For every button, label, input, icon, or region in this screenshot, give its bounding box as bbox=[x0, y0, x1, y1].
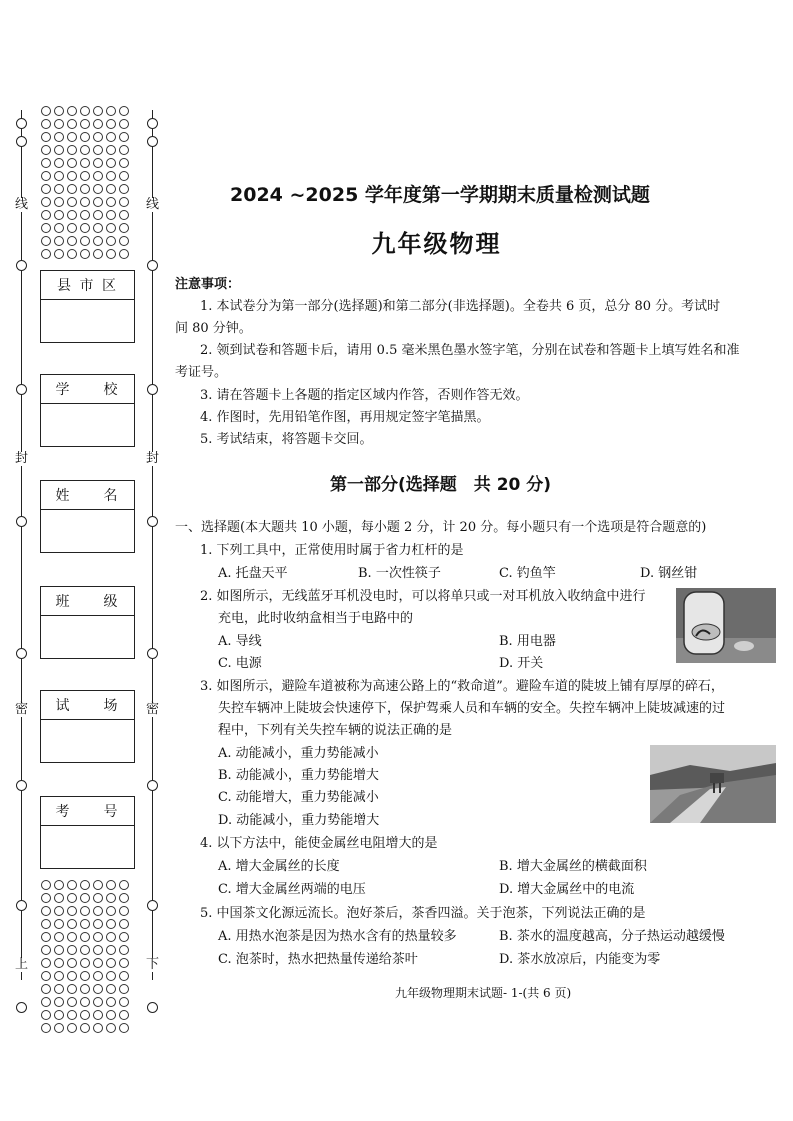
perforation-dot bbox=[93, 906, 103, 916]
ring-icon bbox=[147, 780, 158, 791]
perforation-dot bbox=[80, 158, 90, 168]
perforation-dot bbox=[41, 932, 51, 942]
perforation-dot bbox=[106, 958, 116, 968]
perforation-dot bbox=[106, 997, 116, 1007]
perforation-dot bbox=[41, 106, 51, 116]
perforation-dot bbox=[80, 906, 90, 916]
perforation-dot bbox=[41, 145, 51, 155]
notice-line: 间 80 分钟。 bbox=[175, 321, 252, 336]
perforation-dot bbox=[106, 119, 116, 129]
perforation-dot bbox=[67, 1023, 77, 1033]
perforation-dot bbox=[119, 945, 129, 955]
perforation-dot bbox=[119, 210, 129, 220]
perforation-dot bbox=[67, 171, 77, 181]
q3-option-c[interactable]: C. 动能增大，重力势能减小 bbox=[218, 790, 379, 805]
perforation-dot bbox=[119, 893, 129, 903]
perforation-dot bbox=[106, 932, 116, 942]
perforation-dot bbox=[93, 210, 103, 220]
perforation-dot bbox=[119, 158, 129, 168]
ring-icon bbox=[147, 136, 158, 147]
perforation-dot bbox=[119, 919, 129, 929]
perforation-dot bbox=[93, 984, 103, 994]
school-field[interactable] bbox=[40, 374, 135, 447]
perforation-dot bbox=[93, 1010, 103, 1020]
perforation-dot bbox=[67, 145, 77, 155]
perforation-dot bbox=[119, 145, 129, 155]
perforation-dot bbox=[41, 893, 51, 903]
perforation-dot bbox=[93, 158, 103, 168]
seal-char: 上 bbox=[15, 957, 29, 972]
perforation-dot bbox=[67, 893, 77, 903]
perforation-dot bbox=[54, 132, 64, 142]
perforation-dot bbox=[80, 171, 90, 181]
perforation-dot bbox=[41, 984, 51, 994]
perforation-dot bbox=[41, 1023, 51, 1033]
exam-room-field[interactable] bbox=[40, 690, 135, 763]
perforation-dot bbox=[93, 893, 103, 903]
q4-stem: 4. 以下方法中，能使金属丝电阻增大的是 bbox=[200, 836, 438, 851]
perforation-dot bbox=[67, 132, 77, 142]
perforation-dot bbox=[93, 997, 103, 1007]
school-label: 学 校 bbox=[41, 375, 134, 404]
perforation-dot bbox=[67, 984, 77, 994]
perforation-dot bbox=[80, 984, 90, 994]
perforation-dot bbox=[54, 210, 64, 220]
ring-icon bbox=[147, 1002, 158, 1013]
exam-number-field[interactable] bbox=[40, 796, 135, 869]
perforation-dot bbox=[80, 880, 90, 890]
perforation-dot bbox=[93, 971, 103, 981]
part1-intro: 一、选择题(本大题共 10 小题，每小题 2 分，计 20 分。每小题只有一个选项是符合题意的) bbox=[175, 520, 707, 535]
perforation-dot bbox=[106, 132, 116, 142]
ring-icon bbox=[147, 648, 158, 659]
q1-option-d[interactable]: D. 钢丝钳 bbox=[640, 566, 698, 581]
exam-number-label: 考 号 bbox=[41, 797, 134, 826]
perforation-dot bbox=[119, 971, 129, 981]
notice-line: 3. 请在答题卡上各题的指定区域内作答，否则作答无效。 bbox=[200, 388, 529, 403]
q1-option-c[interactable]: C. 钓鱼竿 bbox=[499, 566, 556, 581]
perforation-dot bbox=[80, 932, 90, 942]
perforation-dot bbox=[67, 932, 77, 942]
perforation-dot bbox=[41, 880, 51, 890]
ring-icon bbox=[16, 648, 27, 659]
perforation-dot bbox=[54, 984, 64, 994]
perforation-dot bbox=[54, 958, 64, 968]
exam-room-input[interactable] bbox=[41, 720, 134, 762]
ring-icon bbox=[16, 384, 27, 395]
perforation-dot bbox=[93, 197, 103, 207]
ring-icon bbox=[147, 260, 158, 271]
perforation-dot bbox=[54, 158, 64, 168]
perforation-dot bbox=[80, 145, 90, 155]
ring-icon bbox=[147, 516, 158, 527]
perforation-dot bbox=[67, 958, 77, 968]
perforation-dot bbox=[54, 197, 64, 207]
ring-icon bbox=[16, 136, 27, 147]
perforation-dot bbox=[54, 119, 64, 129]
name-field[interactable] bbox=[40, 480, 135, 553]
perforation-dot bbox=[106, 971, 116, 981]
perforation-dot bbox=[119, 932, 129, 942]
q2-option-b[interactable]: B. 用电器 bbox=[499, 634, 556, 649]
perforation-dot bbox=[54, 971, 64, 981]
perforation-dot bbox=[41, 197, 51, 207]
perforation-dot bbox=[80, 1010, 90, 1020]
notice-line: 考证号。 bbox=[175, 365, 228, 380]
perforation-dot bbox=[80, 919, 90, 929]
perforation-dot bbox=[80, 1023, 90, 1033]
perforation-dot bbox=[93, 1023, 103, 1033]
perforation-dot bbox=[80, 132, 90, 142]
perforation-dot bbox=[54, 932, 64, 942]
perforation-dot bbox=[93, 945, 103, 955]
perforation-dot bbox=[80, 997, 90, 1007]
perforation-dot bbox=[80, 971, 90, 981]
notice-heading: 注意事项： bbox=[175, 277, 241, 292]
perforation-dot bbox=[106, 106, 116, 116]
section-title: 第一部分(选择题 共 20 分) bbox=[330, 475, 552, 495]
class-label: 班 级 bbox=[41, 587, 134, 616]
perforation-dot bbox=[106, 145, 116, 155]
escape-lane-photo bbox=[650, 745, 776, 823]
perforation-dot bbox=[106, 893, 116, 903]
perforation-dot bbox=[67, 971, 77, 981]
perforation-dot bbox=[41, 971, 51, 981]
perforation-dot bbox=[119, 984, 129, 994]
notice-line: 4. 作图时，先用铅笔作图，再用规定签字笔描黑。 bbox=[200, 410, 490, 425]
county-label: 县 市 区 bbox=[41, 271, 134, 300]
perforation-dot bbox=[119, 906, 129, 916]
perforation-dot bbox=[93, 145, 103, 155]
perforation-dot bbox=[54, 997, 64, 1007]
notice-line: 1. 本试卷分为第一部分(选择题)和第二部分(非选择题)。全卷共 6 页，总分 80 分。考试时 bbox=[200, 299, 721, 314]
earphone-case-photo bbox=[676, 588, 776, 663]
perforation-dots-bottom bbox=[41, 880, 132, 1036]
perforation-dot bbox=[67, 197, 77, 207]
perforation-dot bbox=[41, 158, 51, 168]
q5-option-d[interactable]: D. 茶水放凉后，内能变为零 bbox=[499, 952, 661, 967]
q5-option-b[interactable]: B. 茶水的温度越高，分子热运动越缓慢 bbox=[499, 929, 725, 944]
ring-icon bbox=[16, 900, 27, 911]
perforation-dot bbox=[41, 945, 51, 955]
page-footer: 九年级物理期末试题- 1-(共 6 页) bbox=[395, 986, 572, 1000]
q3-stem-line: 3. 如图所示，避险车道被称为高速公路上的“救命道”。避险车道的陡坡上铺有厚厚的碎石， bbox=[200, 679, 724, 694]
seal-char: 下 bbox=[146, 957, 160, 972]
perforation-dot bbox=[93, 132, 103, 142]
perforation-dot bbox=[41, 919, 51, 929]
q5-option-c[interactable]: C. 泡茶时，热水把热量传递给茶叶 bbox=[218, 952, 418, 967]
county-input[interactable] bbox=[41, 300, 134, 342]
perforation-dot bbox=[106, 919, 116, 929]
q5-stem: 5. 中国茶文化源远流长。泡好茶后，茶香四溢。关于泡茶，下列说法正确的是 bbox=[200, 906, 646, 921]
q1-option-a[interactable]: A. 托盘天平 bbox=[218, 566, 288, 581]
perforation-dot bbox=[93, 184, 103, 194]
seal-char: 封 bbox=[15, 451, 29, 466]
perforation-dot bbox=[80, 106, 90, 116]
perforation-dot bbox=[67, 106, 77, 116]
perforation-dot bbox=[54, 880, 64, 890]
perforation-dot bbox=[54, 893, 64, 903]
perforation-dot bbox=[80, 893, 90, 903]
seal-char: 密 bbox=[146, 702, 160, 717]
q3-stem-line: 程中，下列有关失控车辆的说法正确的是 bbox=[218, 723, 453, 738]
perforation-dot bbox=[119, 958, 129, 968]
perforation-dot bbox=[106, 158, 116, 168]
perforation-dot bbox=[67, 119, 77, 129]
perforation-dot bbox=[67, 158, 77, 168]
seal-char: 密 bbox=[15, 702, 29, 717]
perforation-dot bbox=[93, 119, 103, 129]
perforation-dot bbox=[41, 184, 51, 194]
class-input[interactable] bbox=[41, 616, 134, 658]
ring-icon bbox=[147, 900, 158, 911]
subject-title: 九年级物理 bbox=[371, 230, 502, 258]
exam-room-label: 试 场 bbox=[41, 691, 134, 720]
perforation-dot bbox=[119, 197, 129, 207]
school-input[interactable] bbox=[41, 404, 134, 446]
perforation-dot bbox=[119, 119, 129, 129]
perforation-dot bbox=[93, 958, 103, 968]
perforation-dot bbox=[41, 132, 51, 142]
perforation-dot bbox=[67, 1010, 77, 1020]
perforation-dot bbox=[106, 184, 116, 194]
perforation-dot bbox=[54, 184, 64, 194]
perforation-dot bbox=[54, 906, 64, 916]
perforation-dot bbox=[106, 945, 116, 955]
perforation-dot bbox=[106, 1010, 116, 1020]
perforation-dot bbox=[41, 997, 51, 1007]
perforation-dot bbox=[93, 880, 103, 890]
q3-option-b[interactable]: B. 动能减小，重力势能增大 bbox=[218, 768, 379, 783]
perforation-dot bbox=[54, 106, 64, 116]
ring-icon bbox=[147, 384, 158, 395]
perforation-dot bbox=[93, 106, 103, 116]
q2-stem-line: 2. 如图所示，无线蓝牙耳机没电时，可以将单只或一对耳机放入收纳盒中进行 bbox=[200, 589, 646, 604]
perforation-dot bbox=[106, 171, 116, 181]
perforation-dot bbox=[41, 210, 51, 220]
perforation-dot bbox=[54, 919, 64, 929]
perforation-dot bbox=[67, 210, 77, 220]
perforation-dot bbox=[80, 210, 90, 220]
perforation-dot bbox=[119, 1023, 129, 1033]
q4-option-d[interactable]: D. 增大金属丝中的电流 bbox=[499, 882, 635, 897]
perforation-dot bbox=[119, 880, 129, 890]
perforation-dot bbox=[119, 997, 129, 1007]
q2-option-a[interactable]: A. 导线 bbox=[218, 634, 262, 649]
exam-title: 2024 ~2025 学年度第一学期期末质量检测试题 bbox=[230, 184, 650, 206]
ring-icon bbox=[16, 516, 27, 527]
perforation-dot bbox=[93, 932, 103, 942]
perforation-dot bbox=[80, 197, 90, 207]
perforation-dot bbox=[41, 1010, 51, 1020]
perforation-dot bbox=[41, 119, 51, 129]
q4-option-a[interactable]: A. 增大金属丝的长度 bbox=[218, 859, 340, 874]
ring-icon bbox=[16, 780, 27, 791]
perforation-dot bbox=[67, 880, 77, 890]
ring-icon bbox=[16, 1002, 27, 1013]
perforation-dot bbox=[54, 1010, 64, 1020]
class-field[interactable] bbox=[40, 586, 135, 659]
perforation-dot bbox=[119, 106, 129, 116]
perforation-dot bbox=[119, 1010, 129, 1020]
perforation-dot bbox=[93, 919, 103, 929]
q3-stem-line: 失控车辆冲上陡坡会快速停下，保护驾乘人员和车辆的安全。失控车辆冲上陡坡减速的过 bbox=[218, 701, 726, 716]
q1-option-b[interactable]: B. 一次性筷子 bbox=[358, 566, 441, 581]
ring-icon bbox=[16, 260, 27, 271]
perforation-dot bbox=[80, 945, 90, 955]
perforation-dot bbox=[80, 184, 90, 194]
perforation-dot bbox=[67, 184, 77, 194]
notice-line: 2. 领到试卷和答题卡后，请用 0.5 毫米黑色墨水签字笔，分别在试卷和答题卡上填写姓名和准 bbox=[200, 343, 740, 358]
ring-icon bbox=[16, 118, 27, 129]
perforation-dot bbox=[67, 945, 77, 955]
perforation-dot bbox=[106, 197, 116, 207]
perforation-dot bbox=[54, 145, 64, 155]
seal-char: 封 bbox=[146, 451, 160, 466]
county-field[interactable] bbox=[40, 270, 135, 343]
q1-stem: 1. 下列工具中，正常使用时属于省力杠杆的是 bbox=[200, 543, 464, 558]
perforation-dot bbox=[67, 997, 77, 1007]
perforation-dot bbox=[54, 945, 64, 955]
seal-char: 线 bbox=[146, 197, 160, 212]
q3-option-d[interactable]: D. 动能减小，重力势能增大 bbox=[218, 813, 380, 828]
perforation-dot bbox=[54, 1023, 64, 1033]
q2-option-c[interactable]: C. 电源 bbox=[218, 656, 262, 671]
perforation-dot bbox=[106, 984, 116, 994]
perforation-dot bbox=[80, 119, 90, 129]
q5-option-a[interactable]: A. 用热水泡茶是因为热水含有的热量较多 bbox=[218, 929, 457, 944]
exam-number-input[interactable] bbox=[41, 826, 134, 868]
name-label: 姓 名 bbox=[41, 481, 134, 510]
perforation-dot bbox=[119, 132, 129, 142]
perforation-dot bbox=[41, 171, 51, 181]
perforation-dot bbox=[54, 171, 64, 181]
notice-line: 5. 考试结束，将答题卡交回。 bbox=[200, 432, 373, 447]
perforation-dot bbox=[80, 958, 90, 968]
seal-char: 线 bbox=[15, 197, 29, 212]
perforation-dot bbox=[67, 906, 77, 916]
perforation-dot bbox=[67, 919, 77, 929]
perforation-dot bbox=[106, 880, 116, 890]
perforation-dot bbox=[119, 184, 129, 194]
q4-option-c[interactable]: C. 增大金属丝两端的电压 bbox=[218, 882, 366, 897]
perforation-dot bbox=[119, 171, 129, 181]
q2-option-d[interactable]: D. 开关 bbox=[499, 656, 544, 671]
perforation-dot bbox=[41, 906, 51, 916]
perforation-dot bbox=[93, 171, 103, 181]
perforation-dot bbox=[106, 1023, 116, 1033]
q4-option-b[interactable]: B. 增大金属丝的横截面积 bbox=[499, 859, 647, 874]
ring-icon bbox=[147, 118, 158, 129]
q2-stem-line: 充电，此时收纳盒相当于电路中的 bbox=[218, 611, 414, 626]
q3-option-a[interactable]: A. 动能减小，重力势能减小 bbox=[218, 746, 379, 761]
perforation-dot bbox=[41, 958, 51, 968]
name-input[interactable] bbox=[41, 510, 134, 552]
perforation-dot bbox=[106, 210, 116, 220]
perforation-dot bbox=[106, 906, 116, 916]
